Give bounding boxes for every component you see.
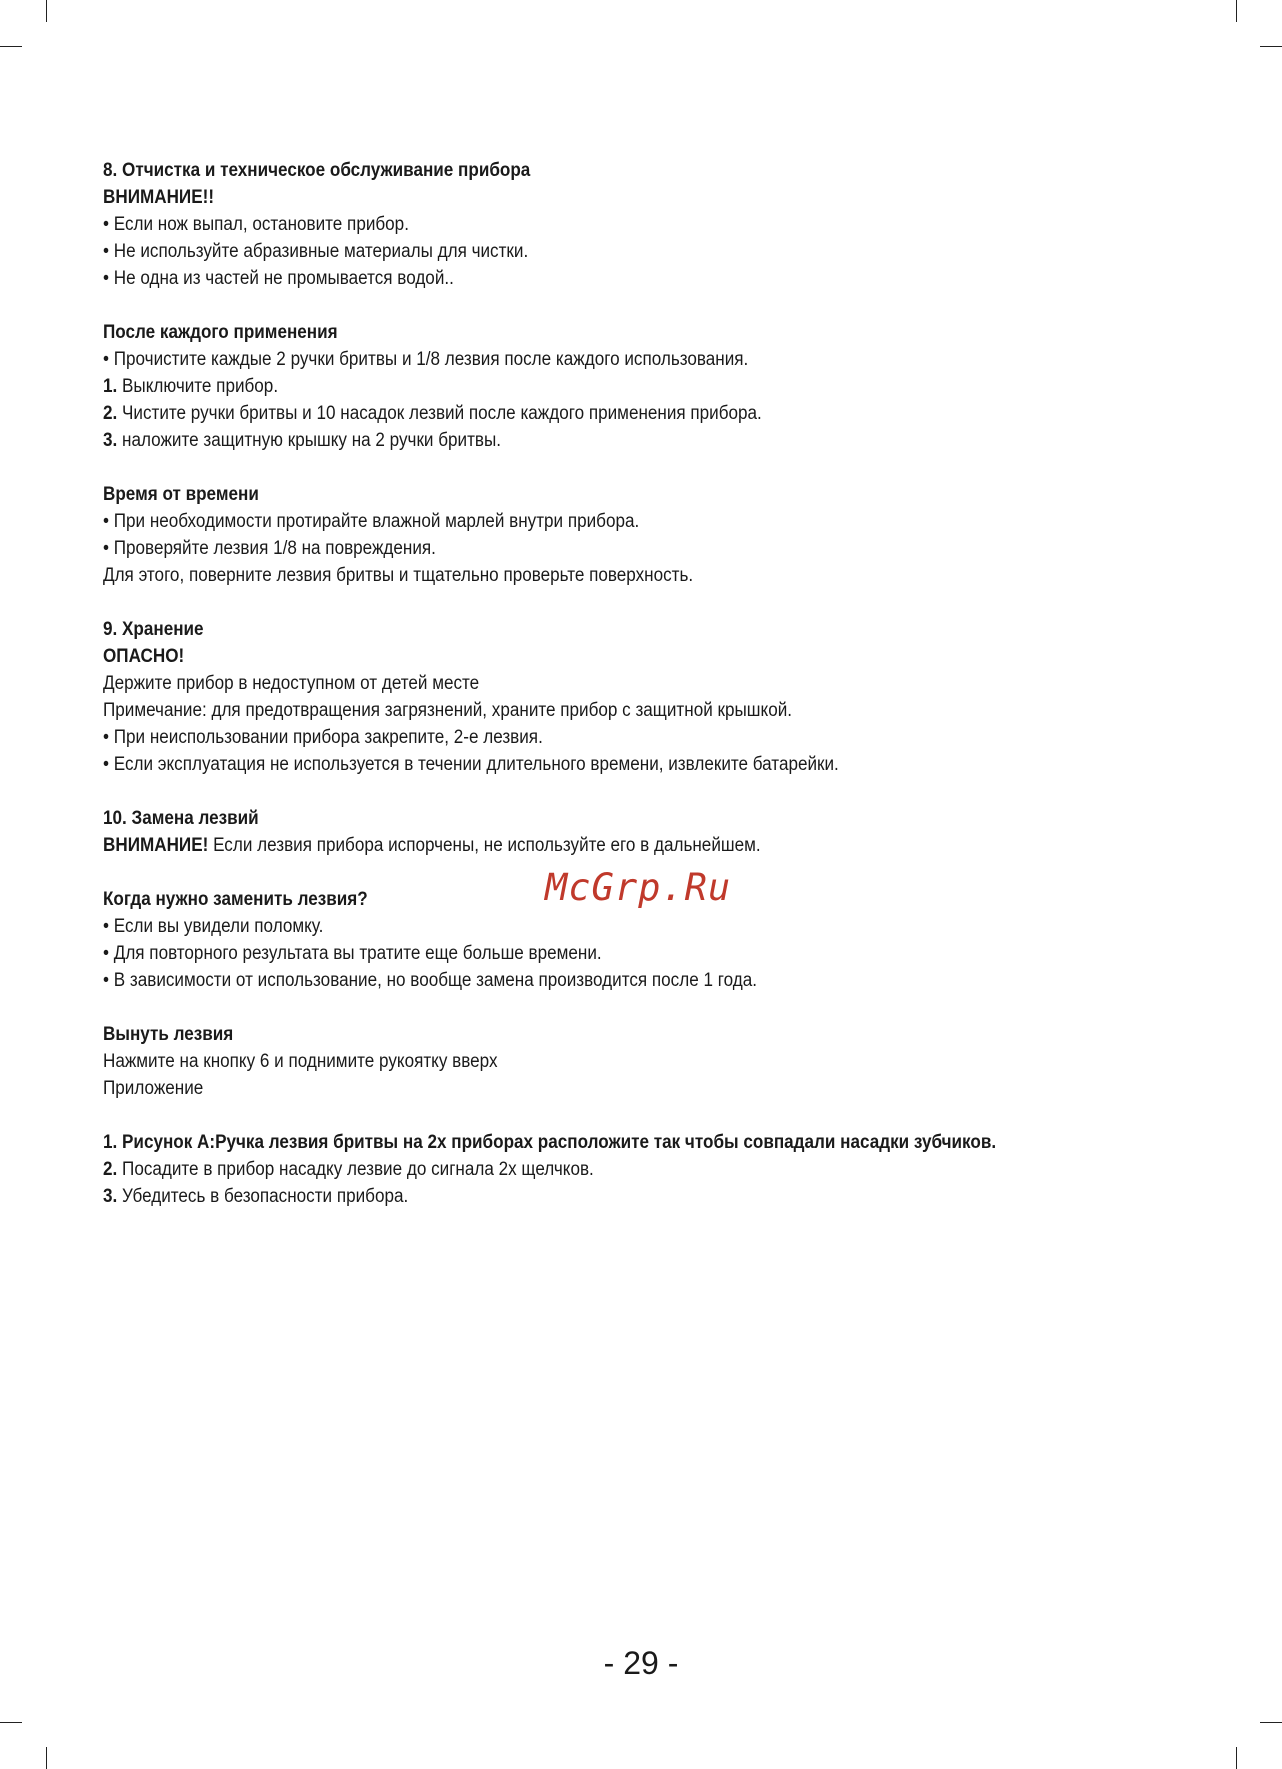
step-item (103, 1129, 1075, 1156)
crop-mark-top-left-h (0, 46, 22, 47)
step-item (103, 1156, 1075, 1183)
list-item: • Проверяйте лезвия 1/8 на повреждения. (103, 538, 436, 559)
document-body (103, 157, 1075, 1210)
section10-title: 10. Замена лезвий (103, 808, 259, 829)
list-item: • Для повторного результата вы тратите еще больше времени. (103, 943, 602, 964)
periodic-title: Время от времени (103, 484, 259, 505)
section8-warning: ВНИМАНИЕ!! (103, 187, 215, 208)
text-line: Примечание: для предотвращения загрязнений, храните прибор с защитной крышкой. (103, 700, 793, 721)
crop-mark-bottom-left-h (0, 1722, 22, 1723)
section10-warning (103, 832, 1075, 859)
list-item: • В зависимости от использование, но вообще замена производится после 1 года. (103, 970, 757, 991)
crop-mark-bottom-right-h (1260, 1722, 1282, 1723)
warning-text: Если лезвия прибора испорчены, не используйте его в дальнейшем. (208, 835, 761, 856)
step-number: 1. (103, 376, 118, 397)
periodic-note: Для этого, поверните лезвия бритвы и тщательно проверьте поверхность. (103, 565, 694, 586)
step-text: Посадите в прибор насадку лезвие до сигнала 2х щелчков. (117, 1159, 594, 1180)
list-item: • Если нож выпал, остановите прибор. (103, 214, 409, 235)
step-item (103, 373, 1075, 400)
text-line: Держите прибор в недоступном от детей месте (103, 673, 480, 694)
step-number: 2. (103, 1159, 118, 1180)
watermark: McGrp.Ru (545, 866, 732, 909)
list-item: • При необходимости протирайте влажной марлей внутри прибора. (103, 511, 640, 532)
text-line: Нажмите на кнопку 6 и поднимите рукоятку вверх (103, 1051, 498, 1072)
step-number: 1. (103, 1132, 118, 1153)
step-number: 3. (103, 430, 118, 451)
remove-title: Вынуть лезвия (103, 1024, 234, 1045)
when-replace-title: Когда нужно заменить лезвия? (103, 889, 368, 910)
crop-mark-top-left-v (46, 0, 47, 22)
list-item: • Не одна из частей не промывается водой.. (103, 268, 454, 289)
crop-mark-bottom-left-v (46, 1747, 47, 1769)
text-line: Приложение (103, 1078, 204, 1099)
step-text: наложите защитную крышку на 2 ручки бритвы. (117, 430, 502, 451)
section9-title: 9. Хранение (103, 619, 204, 640)
crop-mark-bottom-right-v (1236, 1747, 1237, 1769)
list-item: • Прочистите каждые 2 ручки бритвы и 1/8 лезвия после каждого использования. (103, 349, 749, 370)
list-item: • При неиспользовании прибора закрепите, 2-е лезвия. (103, 727, 543, 748)
page-number: - 29 - (603, 1645, 679, 1681)
step-item (103, 427, 1075, 454)
step-text: Чистите ручки бритвы и 10 насадок лезвий после каждого применения прибора. (117, 403, 762, 424)
after-use-title: После каждого применения (103, 322, 338, 343)
section9-danger: ОПАСНО! (103, 646, 185, 667)
list-item: • Не используйте абразивные материалы для чистки. (103, 241, 529, 262)
warning-label: ВНИМАНИЕ! (103, 835, 209, 856)
list-item: • Если вы увидели поломку. (103, 916, 324, 937)
step-item (103, 400, 1075, 427)
step-number: 2. (103, 403, 118, 424)
crop-mark-top-right-v (1236, 0, 1237, 22)
step-number: 3. (103, 1186, 118, 1207)
step-text: Рисунок А:Ручка лезвия бритвы на 2х приборах расположите так чтобы совпадали насадки зубчиков. (117, 1132, 997, 1153)
list-item: • Если эксплуатация не используется в течении длительного времени, извлеките батарейки. (103, 754, 839, 775)
step-text: Убедитесь в безопасности прибора. (117, 1186, 409, 1207)
crop-mark-top-right-h (1260, 46, 1282, 47)
section8-title: 8. Отчистка и техническое обслуживание прибора (103, 160, 531, 181)
step-item (103, 1183, 1075, 1210)
step-text: Выключите прибор. (117, 376, 279, 397)
